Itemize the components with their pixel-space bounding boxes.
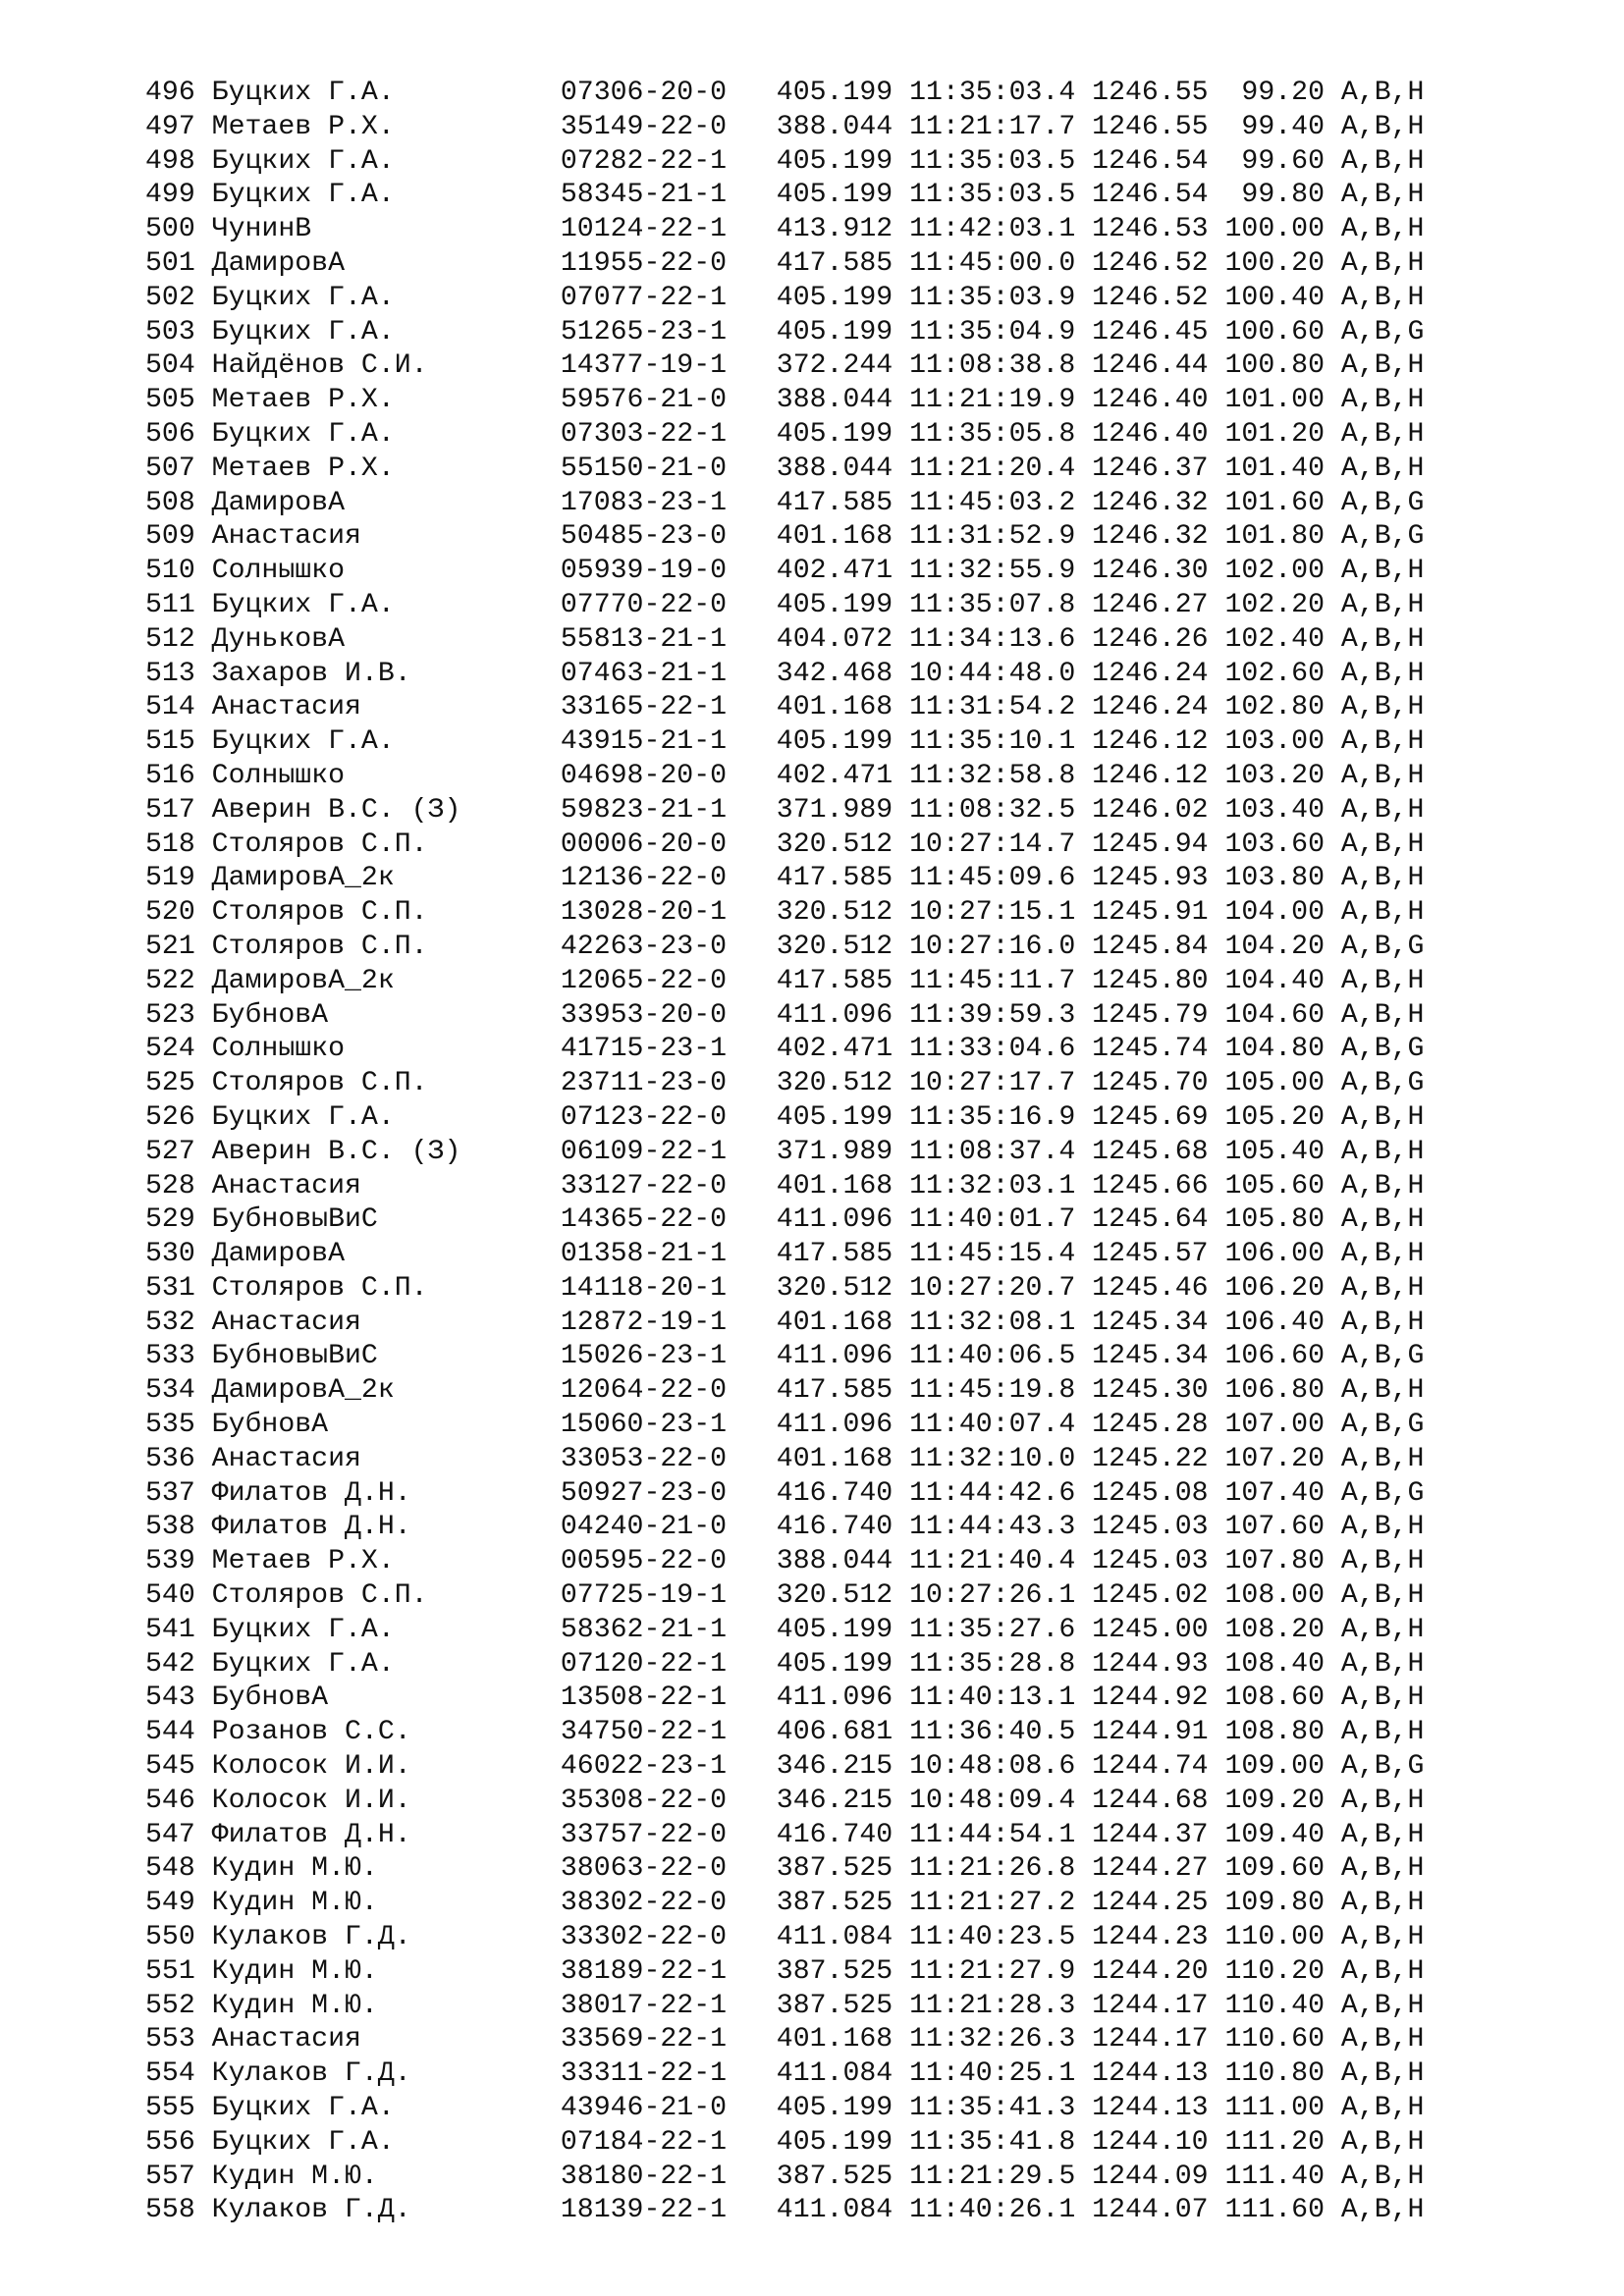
result-row: 501 ДамировА 11955-22-0 417.585 11:45:00.0 1246.52 100.20 A,B,H [145,247,1425,279]
result-row: 520 Столяров С.П. 13028-20-1 320.512 10:27:15.1 1245.91 104.00 A,B,H [145,897,1425,929]
result-row: 535 БубновА 15060-23-1 411.096 11:40:07.4 1245.28 107.00 A,B,G [145,1410,1425,1441]
result-row: 527 Аверин В.С. (З) 06109-22-1 371.989 11:08:37.4 1245.68 105.40 A,B,H [145,1136,1425,1167]
result-row: 516 Солнышко 04698-20-0 402.471 11:32:58.8 1246.12 103.20 A,B,H [145,760,1425,791]
result-row: 534 ДамировА_2к 12064-22-0 417.585 11:45:19.8 1245.30 106.80 A,B,H [145,1375,1425,1407]
result-row: 557 Кудин М.Ю. 38180-22-1 387.525 11:21:29.5 1244.09 111.40 A,B,H [145,2161,1425,2192]
result-row: 512 ДуньковА 55813-21-1 404.072 11:34:13.6 1246.26 102.40 A,B,H [145,623,1425,655]
result-row: 554 Кулаков Г.Д. 33311-22-1 411.084 11:40:25.1 1244.13 110.80 A,B,H [145,2058,1425,2090]
result-row: 500 ЧунинВ 10124-22-1 413.912 11:42:03.1 1246.53 100.00 A,B,H [145,214,1425,245]
result-row: 538 Филатов Д.Н. 04240-21-0 416.740 11:44:43.3 1245.03 107.60 A,B,H [145,1512,1425,1543]
result-row: 553 Анастасия 33569-22-1 401.168 11:32:26.3 1244.17 110.60 A,B,H [145,2024,1425,2056]
result-row: 502 Буцких Г.А. 07077-22-1 405.199 11:35:03.9 1246.52 100.40 A,B,H [145,282,1425,313]
result-row: 507 Метаев Р.Х. 55150-21-0 388.044 11:21:20.4 1246.37 101.40 A,B,H [145,453,1425,484]
result-row: 521 Столяров С.П. 42263-23-0 320.512 10:27:16.0 1245.84 104.20 A,B,G [145,931,1425,962]
result-row: 533 БубновыВиС 15026-23-1 411.096 11:40:06.5 1245.34 106.60 A,B,G [145,1341,1425,1372]
result-row: 510 Солнышко 05939-19-0 402.471 11:32:55.9 1246.30 102.00 A,B,H [145,556,1425,587]
result-row: 515 Буцких Г.А. 43915-21-1 405.199 11:35:10.1 1246.12 103.00 A,B,H [145,726,1425,758]
result-row: 541 Буцких Г.А. 58362-21-1 405.199 11:35:27.6 1245.00 108.20 A,B,H [145,1614,1425,1645]
result-row: 536 Анастасия 33053-22-0 401.168 11:32:10.0 1245.22 107.20 A,B,H [145,1443,1425,1474]
result-row: 531 Столяров С.П. 14118-20-1 320.512 10:27:20.7 1245.46 106.20 A,B,H [145,1272,1425,1304]
result-row: 528 Анастасия 33127-22-0 401.168 11:32:03.1 1245.66 105.60 A,B,H [145,1170,1425,1201]
result-row: 550 Кулаков Г.Д. 33302-22-0 411.084 11:40:23.5 1244.23 110.00 A,B,H [145,1922,1425,1953]
result-row: 545 Колосок И.И. 46022-23-1 346.215 10:48:08.6 1244.74 109.00 A,B,G [145,1751,1425,1783]
result-row: 555 Буцких Г.А. 43946-21-0 405.199 11:35:41.3 1244.13 111.00 A,B,H [145,2093,1425,2124]
result-row: 537 Филатов Д.Н. 50927-23-0 416.740 11:44:42.6 1245.08 107.40 A,B,G [145,1477,1425,1509]
result-row: 543 БубновА 13508-22-1 411.096 11:40:13.1 1244.92 108.60 A,B,H [145,1682,1425,1714]
result-row: 506 Буцких Г.А. 07303-22-1 405.199 11:35:05.8 1246.40 101.20 A,B,H [145,418,1425,450]
result-row: 498 Буцких Г.А. 07282-22-1 405.199 11:35:03.5 1246.54 99.60 A,B,H [145,145,1425,177]
result-row: 522 ДамировА_2к 12065-22-0 417.585 11:45:11.7 1245.80 104.40 A,B,H [145,965,1425,996]
result-row: 523 БубновА 33953-20-0 411.096 11:39:59.3 1245.79 104.60 A,B,H [145,999,1425,1031]
result-row: 503 Буцких Г.А. 51265-23-1 405.199 11:35:04.9 1246.45 100.60 A,B,G [145,316,1425,347]
result-row: 508 ДамировА 17083-23-1 417.585 11:45:03.2 1246.32 101.60 A,B,G [145,487,1425,518]
result-row: 519 ДамировА_2к 12136-22-0 417.585 11:45:09.6 1245.93 103.80 A,B,H [145,863,1425,894]
result-row: 499 Буцких Г.А. 58345-21-1 405.199 11:35:03.5 1246.54 99.80 A,B,H [145,180,1425,211]
result-row: 546 Колосок И.И. 35308-22-0 346.215 10:48:09.4 1244.68 109.20 A,B,H [145,1785,1425,1816]
result-row: 496 Буцких Г.А. 07306-20-0 405.199 11:35:03.4 1246.55 99.20 A,B,H [145,78,1425,108]
result-row: 504 Найдёнов С.И. 14377-19-1 372.244 11:08:38.8 1246.44 100.80 A,B,H [145,350,1425,382]
result-row: 558 Кулаков Г.Д. 18139-22-1 411.084 11:40:26.1 1244.07 111.60 A,B,H [145,2195,1425,2226]
result-row: 524 Солнышко 41715-23-1 402.471 11:33:04.6 1245.74 104.80 A,B,G [145,1034,1425,1065]
result-row: 556 Буцких Г.А. 07184-22-1 405.199 11:35:41.8 1244.10 111.20 A,B,H [145,2126,1425,2158]
result-row: 551 Кудин М.Ю. 38189-22-1 387.525 11:21:27.9 1244.20 110.20 A,B,H [145,1955,1425,1987]
result-row: 517 Аверин В.С. (З) 59823-21-1 371.989 11:08:32.5 1246.02 103.40 A,B,H [145,794,1425,826]
results-list [145,77,1424,2228]
result-row: 518 Столяров С.П. 00006-20-0 320.512 10:27:14.7 1245.94 103.60 A,B,H [145,828,1425,860]
result-row: 540 Столяров С.П. 07725-19-1 320.512 10:27:26.1 1245.02 108.00 A,B,H [145,1580,1425,1612]
result-row: 548 Кудин М.Ю. 38063-22-0 387.525 11:21:26.8 1244.27 109.60 A,B,H [145,1853,1425,1885]
result-row: 532 Анастасия 12872-19-1 401.168 11:32:08.1 1245.34 106.40 A,B,H [145,1307,1425,1338]
result-row: 542 Буцких Г.А. 07120-22-1 405.199 11:35:28.8 1244.93 108.40 A,B,H [145,1648,1425,1680]
result-row: 549 Кудин М.Ю. 38302-22-0 387.525 11:21:27.2 1244.25 109.80 A,B,H [145,1888,1425,1919]
result-row: 529 БубновыВиС 14365-22-0 411.096 11:40:01.7 1245.64 105.80 A,B,H [145,1204,1425,1236]
result-row: 513 Захаров И.В. 07463-21-1 342.468 10:44:48.0 1246.24 102.60 A,B,H [145,658,1425,689]
result-row: 552 Кудин М.Ю. 38017-22-1 387.525 11:21:28.3 1244.17 110.40 A,B,H [145,1990,1425,2021]
result-row: 497 Метаев Р.Х. 35149-22-0 388.044 11:21:17.7 1246.55 99.40 A,B,H [145,111,1425,142]
result-row: 511 Буцких Г.А. 07770-22-0 405.199 11:35:07.8 1246.27 102.20 A,B,H [145,589,1425,620]
result-row: 530 ДамировА 01358-21-1 417.585 11:45:15.4 1245.57 106.00 A,B,H [145,1239,1425,1270]
result-row: 509 Анастасия 50485-23-0 401.168 11:31:52.9 1246.32 101.80 A,B,G [145,521,1425,553]
result-row: 544 Розанов С.С. 34750-22-1 406.681 11:36:40.5 1244.91 108.80 A,B,H [145,1717,1425,1748]
result-row: 547 Филатов Д.Н. 33757-22-0 416.740 11:44:54.1 1244.37 109.40 A,B,H [145,1819,1425,1850]
result-row: 526 Буцких Г.А. 07123-22-0 405.199 11:35:16.9 1245.69 105.20 A,B,H [145,1101,1425,1133]
result-row: 514 Анастасия 33165-22-1 401.168 11:31:54.2 1246.24 102.80 A,B,H [145,692,1425,723]
result-row: 525 Столяров С.П. 23711-23-0 320.512 10:27:17.7 1245.70 105.00 A,B,G [145,1068,1425,1099]
result-row: 539 Метаев Р.Х. 00595-22-0 388.044 11:21:40.4 1245.03 107.80 A,B,H [145,1546,1425,1577]
result-row: 505 Метаев Р.Х. 59576-21-0 388.044 11:21:19.9 1246.40 101.00 A,B,H [145,385,1425,416]
